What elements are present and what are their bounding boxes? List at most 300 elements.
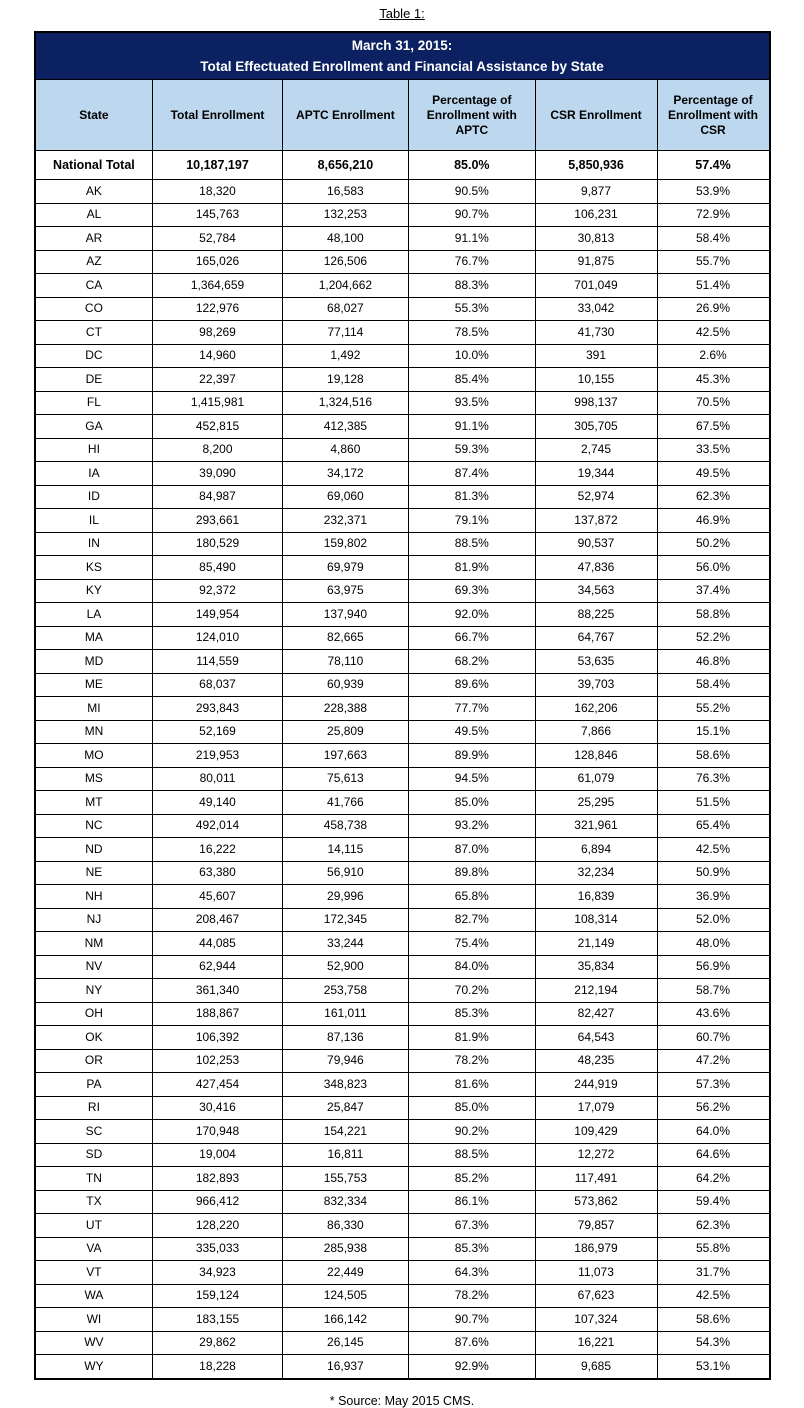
pct-aptc-cell: 82.7% <box>409 908 535 932</box>
pct-aptc-cell: 88.3% <box>409 274 535 298</box>
aptc-enrollment-cell: 22,449 <box>282 1261 408 1285</box>
table-row <box>35 180 770 204</box>
total-enrollment-cell: 16,222 <box>153 838 282 862</box>
pct-csr-cell: 72.9% <box>657 203 770 227</box>
aptc-enrollment-cell: 69,060 <box>282 485 408 509</box>
pct-csr-cell: 50.9% <box>657 861 770 885</box>
pct-csr-cell: 31.7% <box>657 1261 770 1285</box>
csr-enrollment-cell: 11,073 <box>535 1261 657 1285</box>
pct-aptc-cell: 86.1% <box>409 1190 535 1214</box>
state-cell: NY <box>35 979 153 1003</box>
csr-enrollment-cell: 19,344 <box>535 462 657 486</box>
csr-enrollment-cell: 9,685 <box>535 1355 657 1379</box>
pct-csr-cell: 43.6% <box>657 1002 770 1026</box>
pct-aptc-cell: 84.0% <box>409 955 535 979</box>
pct-csr-cell: 42.5% <box>657 321 770 345</box>
aptc-enrollment-cell: 52,900 <box>282 955 408 979</box>
pct-csr-cell: 51.4% <box>657 274 770 298</box>
aptc-enrollment-cell: 155,753 <box>282 1167 408 1191</box>
table-title-line1: March 31, 2015: <box>351 38 453 53</box>
total-enrollment-cell: 122,976 <box>153 297 282 321</box>
pct-csr-cell: 64.2% <box>657 1167 770 1191</box>
state-cell: NE <box>35 861 153 885</box>
csr-enrollment-cell: 107,324 <box>535 1308 657 1332</box>
csr-enrollment-cell: 137,872 <box>535 509 657 533</box>
pct-csr-cell: 67.5% <box>657 415 770 439</box>
csr-enrollment-cell: 244,919 <box>535 1073 657 1097</box>
table-row <box>35 579 770 603</box>
state-cell: GA <box>35 415 153 439</box>
pct-csr-cell: 62.3% <box>657 485 770 509</box>
total-enrollment-cell: 80,011 <box>153 767 282 791</box>
aptc-enrollment-cell: 60,939 <box>282 673 408 697</box>
total-enrollment-cell: 492,014 <box>153 814 282 838</box>
aptc-enrollment-cell: 77,114 <box>282 321 408 345</box>
state-cell: MT <box>35 791 153 815</box>
total-enrollment-cell: 18,320 <box>153 180 282 204</box>
pct-aptc-cell: 81.9% <box>409 556 535 580</box>
state-cell: AZ <box>35 250 153 274</box>
table-row <box>35 344 770 368</box>
pct-aptc-cell: 85.2% <box>409 1167 535 1191</box>
state-cell: DC <box>35 344 153 368</box>
total-enrollment-cell: 180,529 <box>153 532 282 556</box>
aptc-enrollment-cell: 86,330 <box>282 1214 408 1238</box>
pct-aptc-cell: 67.3% <box>409 1214 535 1238</box>
csr-enrollment-cell: 128,846 <box>535 744 657 768</box>
table-row <box>35 532 770 556</box>
pct-aptc-cell: 76.7% <box>409 250 535 274</box>
total-enrollment-cell: 293,843 <box>153 697 282 721</box>
table-row <box>35 603 770 627</box>
pct-csr-cell: 58.4% <box>657 673 770 697</box>
total-enrollment-cell: 966,412 <box>153 1190 282 1214</box>
pct-aptc-cell: 87.0% <box>409 838 535 862</box>
table-row <box>35 1073 770 1097</box>
total-enrollment-cell: 145,763 <box>153 203 282 227</box>
state-cell: LA <box>35 603 153 627</box>
state-cell: AR <box>35 227 153 251</box>
table-row <box>35 1120 770 1144</box>
aptc-enrollment-cell: 1,204,662 <box>282 274 408 298</box>
pct-aptc-cell: 85.3% <box>409 1002 535 1026</box>
csr-enrollment-cell: 64,543 <box>535 1026 657 1050</box>
state-cell: UT <box>35 1214 153 1238</box>
pct-aptc-cell: 94.5% <box>409 767 535 791</box>
pct-aptc-cell: 90.5% <box>409 180 535 204</box>
total-enrollment-cell: 8,200 <box>153 438 282 462</box>
table-row <box>35 1096 770 1120</box>
state-cell: MI <box>35 697 153 721</box>
pct-aptc-cell: 66.7% <box>409 626 535 650</box>
pct-aptc-cell: 91.1% <box>409 227 535 251</box>
table-row <box>35 791 770 815</box>
csr-enrollment-cell: 162,206 <box>535 697 657 721</box>
table-row <box>35 1284 770 1308</box>
total-enrollment-cell: 219,953 <box>153 744 282 768</box>
table-row <box>35 650 770 674</box>
state-cell: KY <box>35 579 153 603</box>
csr-enrollment-cell: 12,272 <box>535 1143 657 1167</box>
pct-csr-cell: 58.7% <box>657 979 770 1003</box>
pct-csr-cell: 53.1% <box>657 1355 770 1379</box>
csr-enrollment-cell: 10,155 <box>535 368 657 392</box>
aptc-enrollment-cell: 832,334 <box>282 1190 408 1214</box>
total-enrollment-cell: 22,397 <box>153 368 282 392</box>
aptc-enrollment-cell: 458,738 <box>282 814 408 838</box>
csr-enrollment-cell: 186,979 <box>535 1237 657 1261</box>
aptc-enrollment-cell: 348,823 <box>282 1073 408 1097</box>
total-enrollment-cell: 84,987 <box>153 485 282 509</box>
total-enrollment-cell: 452,815 <box>153 415 282 439</box>
table-row <box>35 697 770 721</box>
total-enrollment-cell: 92,372 <box>153 579 282 603</box>
state-cell: OR <box>35 1049 153 1073</box>
aptc-enrollment-cell: 124,505 <box>282 1284 408 1308</box>
total-enrollment-cell: 29,862 <box>153 1331 282 1355</box>
pct-aptc-cell: 85.4% <box>409 368 535 392</box>
table-row <box>35 955 770 979</box>
pct-csr-cell: 42.5% <box>657 1284 770 1308</box>
total-enrollment-cell: 98,269 <box>153 321 282 345</box>
csr-enrollment-cell: 212,194 <box>535 979 657 1003</box>
total-enrollment-cell: 1,415,981 <box>153 391 282 415</box>
state-cell: MA <box>35 626 153 650</box>
table-row <box>35 1214 770 1238</box>
pct-csr-cell: 15.1% <box>657 720 770 744</box>
aptc-enrollment-cell: 29,996 <box>282 885 408 909</box>
aptc-enrollment-cell: 126,506 <box>282 250 408 274</box>
pct-aptc-cell: 85.0% <box>409 791 535 815</box>
column-header-total-enrollment: Total Enrollment <box>153 80 282 151</box>
aptc-enrollment-cell: 19,128 <box>282 368 408 392</box>
csr-enrollment-cell: 108,314 <box>535 908 657 932</box>
table-row <box>35 1331 770 1355</box>
state-cell: NC <box>35 814 153 838</box>
enrollment-table <box>34 31 771 1380</box>
aptc-enrollment-cell: 75,613 <box>282 767 408 791</box>
aptc-enrollment-cell: 253,758 <box>282 979 408 1003</box>
pct-csr-cell: 56.0% <box>657 556 770 580</box>
table-title-cell <box>35 32 770 80</box>
pct-aptc-cell: 88.5% <box>409 532 535 556</box>
total-enrollment-cell: 18,228 <box>153 1355 282 1379</box>
csr-enrollment-cell: 82,427 <box>535 1002 657 1026</box>
table-row <box>35 321 770 345</box>
pct-aptc-cell: 77.7% <box>409 697 535 721</box>
pct-csr-cell: 57.3% <box>657 1073 770 1097</box>
aptc-enrollment-cell: 34,172 <box>282 462 408 486</box>
state-cell: NM <box>35 932 153 956</box>
state-cell: VT <box>35 1261 153 1285</box>
total-enrollment-cell: 14,960 <box>153 344 282 368</box>
state-cell: NJ <box>35 908 153 932</box>
pct-aptc-cell: 55.3% <box>409 297 535 321</box>
pct-csr-cell: 47.2% <box>657 1049 770 1073</box>
pct-csr-cell: 50.2% <box>657 532 770 556</box>
csr-enrollment-cell: 117,491 <box>535 1167 657 1191</box>
table-row <box>35 1167 770 1191</box>
csr-enrollment-cell: 109,429 <box>535 1120 657 1144</box>
state-cell: AK <box>35 180 153 204</box>
csr-enrollment-cell: 53,635 <box>535 650 657 674</box>
csr-enrollment-cell: 35,834 <box>535 955 657 979</box>
total-enrollment-cell: 102,253 <box>153 1049 282 1073</box>
pct-aptc-cell: 87.4% <box>409 462 535 486</box>
table-row <box>35 1190 770 1214</box>
table-row <box>35 509 770 533</box>
pct-aptc-cell: 93.2% <box>409 814 535 838</box>
national-pct-csr: 57.4% <box>657 151 770 180</box>
pct-csr-cell: 58.6% <box>657 1308 770 1332</box>
state-cell: AL <box>35 203 153 227</box>
state-cell: MO <box>35 744 153 768</box>
pct-aptc-cell: 92.9% <box>409 1355 535 1379</box>
total-enrollment-cell: 182,893 <box>153 1167 282 1191</box>
total-enrollment-cell: 114,559 <box>153 650 282 674</box>
column-header-row <box>35 80 770 151</box>
aptc-enrollment-cell: 159,802 <box>282 532 408 556</box>
pct-aptc-cell: 78.2% <box>409 1049 535 1073</box>
table-caption: Table 1: <box>379 6 425 21</box>
table-row <box>35 274 770 298</box>
pct-csr-cell: 64.0% <box>657 1120 770 1144</box>
table-row <box>35 1049 770 1073</box>
csr-enrollment-cell: 573,862 <box>535 1190 657 1214</box>
csr-enrollment-cell: 998,137 <box>535 391 657 415</box>
total-enrollment-cell: 1,364,659 <box>153 274 282 298</box>
pct-aptc-cell: 91.1% <box>409 415 535 439</box>
national-aptc-enrollment: 8,656,210 <box>282 151 408 180</box>
table-row <box>35 908 770 932</box>
state-cell: TN <box>35 1167 153 1191</box>
csr-enrollment-cell: 91,875 <box>535 250 657 274</box>
aptc-enrollment-cell: 14,115 <box>282 838 408 862</box>
pct-csr-cell: 48.0% <box>657 932 770 956</box>
state-cell: HI <box>35 438 153 462</box>
total-enrollment-cell: 44,085 <box>153 932 282 956</box>
total-enrollment-cell: 335,033 <box>153 1237 282 1261</box>
source-note: * Source: May 2015 CMS. <box>329 1393 475 1408</box>
pct-aptc-cell: 75.4% <box>409 932 535 956</box>
pct-aptc-cell: 59.3% <box>409 438 535 462</box>
csr-enrollment-cell: 7,866 <box>535 720 657 744</box>
table-row <box>35 415 770 439</box>
pct-aptc-cell: 89.9% <box>409 744 535 768</box>
total-enrollment-cell: 52,169 <box>153 720 282 744</box>
state-cell: WA <box>35 1284 153 1308</box>
table-row <box>35 979 770 1003</box>
column-header-aptc-enrollment: APTC Enrollment <box>282 80 408 151</box>
aptc-enrollment-cell: 16,811 <box>282 1143 408 1167</box>
total-enrollment-cell: 183,155 <box>153 1308 282 1332</box>
pct-aptc-cell: 78.2% <box>409 1284 535 1308</box>
aptc-enrollment-cell: 68,027 <box>282 297 408 321</box>
column-header-pct-csr: Percentage of Enrollment with CSR <box>657 80 770 151</box>
table-row <box>35 838 770 862</box>
pct-aptc-cell: 81.9% <box>409 1026 535 1050</box>
csr-enrollment-cell: 305,705 <box>535 415 657 439</box>
aptc-enrollment-cell: 48,100 <box>282 227 408 251</box>
table-row <box>35 767 770 791</box>
table-row <box>35 485 770 509</box>
pct-csr-cell: 76.3% <box>657 767 770 791</box>
pct-aptc-cell: 87.6% <box>409 1331 535 1355</box>
pct-csr-cell: 2.6% <box>657 344 770 368</box>
csr-enrollment-cell: 88,225 <box>535 603 657 627</box>
state-cell: WY <box>35 1355 153 1379</box>
state-cell: ND <box>35 838 153 862</box>
national-total-label: National Total <box>35 151 153 180</box>
aptc-enrollment-cell: 161,011 <box>282 1002 408 1026</box>
aptc-enrollment-cell: 82,665 <box>282 626 408 650</box>
table-row <box>35 250 770 274</box>
pct-csr-cell: 46.9% <box>657 509 770 533</box>
state-cell: OH <box>35 1002 153 1026</box>
pct-csr-cell: 52.0% <box>657 908 770 932</box>
table-title-line2: Total Effectuated Enrollment and Financial Assistance by State <box>200 59 604 74</box>
table-row <box>35 391 770 415</box>
pct-aptc-cell: 49.5% <box>409 720 535 744</box>
total-enrollment-cell: 52,784 <box>153 227 282 251</box>
csr-enrollment-cell: 30,813 <box>535 227 657 251</box>
csr-enrollment-cell: 52,974 <box>535 485 657 509</box>
pct-aptc-cell: 90.2% <box>409 1120 535 1144</box>
aptc-enrollment-cell: 25,809 <box>282 720 408 744</box>
pct-csr-cell: 46.8% <box>657 650 770 674</box>
pct-aptc-cell: 10.0% <box>409 344 535 368</box>
csr-enrollment-cell: 34,563 <box>535 579 657 603</box>
total-enrollment-cell: 427,454 <box>153 1073 282 1097</box>
total-enrollment-cell: 19,004 <box>153 1143 282 1167</box>
pct-aptc-cell: 70.2% <box>409 979 535 1003</box>
total-enrollment-cell: 170,948 <box>153 1120 282 1144</box>
csr-enrollment-cell: 106,231 <box>535 203 657 227</box>
pct-aptc-cell: 90.7% <box>409 1308 535 1332</box>
column-header-csr-enrollment: CSR Enrollment <box>535 80 657 151</box>
total-enrollment-cell: 68,037 <box>153 673 282 697</box>
table-row <box>35 1237 770 1261</box>
total-enrollment-cell: 39,090 <box>153 462 282 486</box>
total-enrollment-cell: 30,416 <box>153 1096 282 1120</box>
state-cell: MN <box>35 720 153 744</box>
table-title-row <box>35 32 770 80</box>
csr-enrollment-cell: 79,857 <box>535 1214 657 1238</box>
pct-aptc-cell: 85.0% <box>409 1096 535 1120</box>
total-enrollment-cell: 165,026 <box>153 250 282 274</box>
csr-enrollment-cell: 48,235 <box>535 1049 657 1073</box>
total-enrollment-cell: 49,140 <box>153 791 282 815</box>
aptc-enrollment-cell: 172,345 <box>282 908 408 932</box>
table-row <box>35 626 770 650</box>
aptc-enrollment-cell: 16,583 <box>282 180 408 204</box>
pct-csr-cell: 59.4% <box>657 1190 770 1214</box>
pct-csr-cell: 33.5% <box>657 438 770 462</box>
pct-csr-cell: 53.9% <box>657 180 770 204</box>
pct-aptc-cell: 89.6% <box>409 673 535 697</box>
pct-csr-cell: 58.4% <box>657 227 770 251</box>
total-enrollment-cell: 85,490 <box>153 556 282 580</box>
aptc-enrollment-cell: 4,860 <box>282 438 408 462</box>
state-cell: MD <box>35 650 153 674</box>
csr-enrollment-cell: 25,295 <box>535 791 657 815</box>
aptc-enrollment-cell: 25,847 <box>282 1096 408 1120</box>
pct-aptc-cell: 85.3% <box>409 1237 535 1261</box>
pct-aptc-cell: 81.3% <box>409 485 535 509</box>
column-header-pct-aptc: Percentage of Enrollment with APTC <box>409 80 535 151</box>
aptc-enrollment-cell: 69,979 <box>282 556 408 580</box>
table-row <box>35 673 770 697</box>
aptc-enrollment-cell: 154,221 <box>282 1120 408 1144</box>
table-row <box>35 720 770 744</box>
state-cell: KS <box>35 556 153 580</box>
pct-csr-cell: 42.5% <box>657 838 770 862</box>
aptc-enrollment-cell: 16,937 <box>282 1355 408 1379</box>
table-row <box>35 814 770 838</box>
aptc-enrollment-cell: 79,946 <box>282 1049 408 1073</box>
state-cell: FL <box>35 391 153 415</box>
national-total-enrollment: 10,187,197 <box>153 151 282 180</box>
pct-aptc-cell: 65.8% <box>409 885 535 909</box>
csr-enrollment-cell: 2,745 <box>535 438 657 462</box>
pct-aptc-cell: 68.2% <box>409 650 535 674</box>
pct-csr-cell: 56.9% <box>657 955 770 979</box>
total-enrollment-cell: 34,923 <box>153 1261 282 1285</box>
csr-enrollment-cell: 32,234 <box>535 861 657 885</box>
table-row <box>35 1355 770 1379</box>
pct-csr-cell: 64.6% <box>657 1143 770 1167</box>
total-enrollment-cell: 159,124 <box>153 1284 282 1308</box>
state-cell: CA <box>35 274 153 298</box>
pct-csr-cell: 56.2% <box>657 1096 770 1120</box>
total-enrollment-cell: 62,944 <box>153 955 282 979</box>
pct-aptc-cell: 81.6% <box>409 1073 535 1097</box>
csr-enrollment-cell: 90,537 <box>535 532 657 556</box>
total-enrollment-cell: 293,661 <box>153 509 282 533</box>
state-cell: ME <box>35 673 153 697</box>
pct-aptc-cell: 92.0% <box>409 603 535 627</box>
csr-enrollment-cell: 391 <box>535 344 657 368</box>
aptc-enrollment-cell: 285,938 <box>282 1237 408 1261</box>
aptc-enrollment-cell: 197,663 <box>282 744 408 768</box>
state-cell: SC <box>35 1120 153 1144</box>
pct-aptc-cell: 69.3% <box>409 579 535 603</box>
pct-csr-cell: 36.9% <box>657 885 770 909</box>
pct-aptc-cell: 89.8% <box>409 861 535 885</box>
table-row <box>35 1308 770 1332</box>
csr-enrollment-cell: 47,836 <box>535 556 657 580</box>
total-enrollment-cell: 361,340 <box>153 979 282 1003</box>
csr-enrollment-cell: 21,149 <box>535 932 657 956</box>
pct-csr-cell: 55.7% <box>657 250 770 274</box>
table-row <box>35 438 770 462</box>
total-enrollment-cell: 188,867 <box>153 1002 282 1026</box>
csr-enrollment-cell: 321,961 <box>535 814 657 838</box>
table-row <box>35 885 770 909</box>
pct-csr-cell: 37.4% <box>657 579 770 603</box>
pct-csr-cell: 54.3% <box>657 1331 770 1355</box>
pct-csr-cell: 58.6% <box>657 744 770 768</box>
pct-aptc-cell: 64.3% <box>409 1261 535 1285</box>
national-pct-aptc: 85.0% <box>409 151 535 180</box>
aptc-enrollment-cell: 1,492 <box>282 344 408 368</box>
pct-aptc-cell: 93.5% <box>409 391 535 415</box>
national-csr-enrollment: 5,850,936 <box>535 151 657 180</box>
pct-aptc-cell: 88.5% <box>409 1143 535 1167</box>
table-row <box>35 368 770 392</box>
state-cell: TX <box>35 1190 153 1214</box>
state-cell: IA <box>35 462 153 486</box>
